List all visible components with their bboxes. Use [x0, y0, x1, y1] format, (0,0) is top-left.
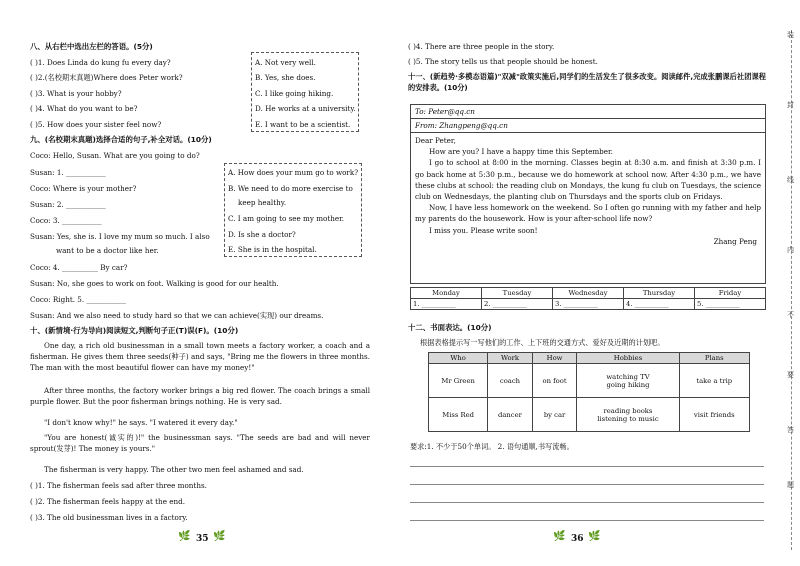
s8-option-e: E. I want to be a scientist. [255, 120, 351, 129]
s9-options-box [224, 163, 362, 257]
table-cell: visit friends [679, 398, 749, 432]
s9-option: E. She is in the hospital. [228, 245, 317, 254]
table-cell [577, 398, 679, 432]
column-header: Who [429, 353, 488, 364]
s9-option: B. We need to do more exercise to [228, 184, 353, 193]
s10-question-4: ( )4. There are three people in the story. [408, 42, 555, 51]
s8-option-d: D. He works at a university. [255, 104, 356, 113]
hobby-line: watching TV [606, 372, 650, 381]
binding-char: 答 [787, 426, 794, 434]
day-header: Monday [411, 288, 482, 299]
s9-dialog-line: want to be a doctor like her. [56, 246, 159, 255]
table-cell [577, 364, 679, 398]
binding-char: 线 [787, 176, 794, 184]
s8-option-b: B. Yes, she does. [255, 73, 316, 82]
email-paragraph: How are you? I have a happy time this September. [429, 147, 613, 157]
s9-dialog-line: Coco: 4. __________ By car? [30, 263, 128, 272]
table-cell: Mr Green [429, 364, 488, 398]
s9-dialog-line: Susan: Yes, she is. I love my mum so much. I also [30, 232, 210, 241]
table-cell: dancer [488, 398, 532, 432]
section-12-title: 十二、书面表达。(10分) [408, 323, 492, 332]
email-paragraph: I go to school at 8:00 in the morning. Classes begin at 8:30 a.m. and finish at 3:30 p.m. I go back home at 5:30 p.m., because we do homework at school now. After 4:30 p.m., we have these clubs at school: the reading club on Mondays, the kung fu club on Tuesdays, the science club on Wednesdays, the planting club on Thursdays and the sports club on Fridays. [415, 158, 761, 202]
s9-dialog-line: Susan: 2. ___________ [30, 200, 106, 209]
table-cell: coach [488, 364, 532, 398]
s9-dialog-line: Coco: Hello, Susan. What are you going to do? [30, 151, 200, 160]
s8-question-3: ( )3. What is your hobby? [30, 89, 122, 98]
s9-dialog-line: Coco: Where is your mother? [30, 184, 137, 193]
table-cell: Miss Red [429, 398, 488, 432]
s8-option-c: C. I like going hiking. [255, 89, 334, 98]
leaf-icon: 🌿 [213, 531, 226, 542]
table-cell: take a trip [679, 364, 749, 398]
binding-char: 内 [787, 246, 794, 254]
column-header: Hobbies [577, 353, 679, 364]
binding-char: 不 [787, 311, 794, 319]
email-to: To: Peter@qq.cn [411, 105, 765, 119]
writing-requirements: 要求:1. 不少于50个单词。 2. 语句通顺,书写流畅。 [410, 442, 574, 451]
binding-char: 封 [787, 101, 794, 109]
hobby-line: reading books [603, 406, 653, 415]
email-paragraph: Now, I have less homework on the weekend. So I often go running with my father and help my parents do the housework. How is your after-school life now? [415, 203, 761, 224]
section-8-title: 八、从右栏中选出左栏的答语。(5分) [30, 42, 153, 51]
club-schedule-table [410, 287, 766, 310]
writing-line [410, 466, 764, 467]
answer-blank: 4. __________ [624, 299, 695, 310]
section-10-title: 十、(新情境·行为导向)阅读短文,判断句子正(T)误(F)。(10分) [30, 326, 239, 335]
answer-blank: 5. __________ [695, 299, 766, 310]
email-from: From: Zhangpeng@qq.cn [411, 119, 765, 133]
binding-char: 装 [787, 31, 794, 39]
s8-question-2: ( )2.(名校期末真题)Where does Peter work? [30, 73, 183, 82]
s9-option: keep healthy. [238, 198, 287, 207]
table-cell: on foot [532, 364, 577, 398]
people-table [428, 352, 750, 432]
email-signature: Zhang Peng [713, 236, 757, 246]
s8-question-4: ( )4. What do you want to be? [30, 104, 138, 113]
page-number: 36 [571, 534, 584, 544]
s9-dialog-line: Coco: 3. ___________ [30, 216, 102, 225]
s9-dialog-line: Susan: No, she goes to work on foot. Walking is good for our health. [30, 279, 279, 288]
answer-blank: 2. __________ [482, 299, 553, 310]
day-header: Tuesday [482, 288, 553, 299]
s8-option-a: A. Not very well. [255, 58, 316, 67]
s10-question-1: ( )1. The fisherman feels sad after three months. [30, 481, 207, 490]
s9-dialog-line: Susan: And we also need to study hard so that we can achieve(实现) our dreams. [30, 311, 324, 320]
s10-question-2: ( )2. The fisherman feels happy at the end. [30, 497, 185, 506]
column-header: Work [488, 353, 532, 364]
s9-dialog-line: Susan: 1. ___________ [30, 168, 106, 177]
page-number: 35 [196, 534, 209, 544]
passage-paragraph: "I don't know why!" he says. "I watered it every day." [44, 418, 238, 427]
hobby-line: listening to music [597, 414, 659, 423]
s9-option: A. How does your mum go to work? [228, 168, 359, 177]
passage-paragraph: One day, a rich old businessman in a small town meets a factory worker, a coach and a fisherman. He gives them three seeds(种子) and says, "Bring me the flowers in three months. The man with the most beautiful flower can have my money!" [30, 341, 370, 372]
leaf-icon: 🌿 [178, 531, 191, 542]
s10-question-3: ( )3. The old businessman lives in a factory. [30, 513, 188, 522]
s9-dialog-line: Coco: Right. 5. ___________ [30, 295, 126, 304]
passage-paragraph: The fisherman is very happy. The other two men feel ashamed and sad. [44, 465, 304, 474]
right-page [400, 0, 800, 566]
email-paragraph: I miss you. Please write soon! [429, 225, 538, 235]
day-header: Thursday [624, 288, 695, 299]
day-header: Wednesday [553, 288, 624, 299]
writing-line [410, 484, 764, 485]
section-9-title: 九、(名校期末真题)选择合适的句子,补全对话。(10分) [30, 135, 212, 144]
passage-paragraph: After three months, the factory worker brings a big red flower. The coach brings a small purple flower. But the poor fisherman brings nothing. He is very sad. [30, 386, 370, 406]
day-header: Friday [695, 288, 766, 299]
s9-option: C. I am going to see my mother. [228, 214, 345, 223]
table-cell: by car [532, 398, 577, 432]
binding-char: 题 [787, 481, 794, 489]
section-12-intro: 根据表格提示写一写他们的工作、上下班的交通方式、爱好及近期的计划吧。 [420, 338, 665, 347]
s8-question-1: ( )1. Does Linda do kung fu every day? [30, 58, 171, 67]
s8-question-5: ( )5. How does your sister feel now? [30, 120, 162, 129]
email-greeting: Dear Peter, [415, 136, 456, 145]
leaf-icon: 🌿 [588, 531, 601, 542]
column-header: Plans [679, 353, 749, 364]
email-box [410, 104, 766, 284]
leaf-icon: 🌿 [553, 531, 566, 542]
s9-option: D. Is she a doctor? [228, 230, 296, 239]
column-header: How [532, 353, 577, 364]
hobby-line: going hiking [606, 380, 650, 389]
writing-line [410, 520, 764, 521]
answer-blank: 1. __________ [411, 299, 482, 310]
writing-line [410, 502, 764, 503]
section-11-title: 十一、(新趋势·多模态语篇)"双减"政策实施后,同学们的生活发生了很多改变。阅读邮件,完成张鹏课后社团课程的安排表。(10分) [408, 72, 766, 92]
passage-paragraph: "You are honest(诚实的)!" the businessman says. "The seeds are bad and will never sprout(发芽)! The money is yours." [30, 433, 370, 453]
s10-question-5: ( )5. The story tells us that people should be honest. [408, 57, 598, 66]
answer-blank: 3. __________ [553, 299, 624, 310]
binding-char: 要 [787, 371, 794, 379]
